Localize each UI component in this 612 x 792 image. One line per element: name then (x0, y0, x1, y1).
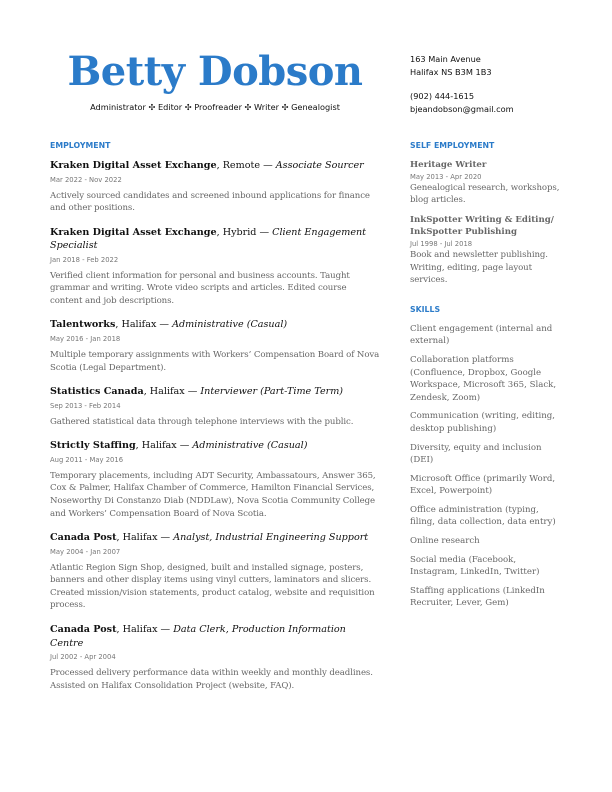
job-description: Actively sourced candidates and screened inbound applications for finance and other positions. (50, 190, 370, 214)
location: , Halifax — (116, 624, 174, 635)
self-employment-description: Book and newsletter publishing. Writing, editing, page layout services. (410, 249, 548, 286)
skill-item: Collaboration platforms (Confluence, Dropbox, Google Workspace, Microsoft 365, Slack, Zendesk, Zoom) (410, 354, 557, 403)
job-description: Verified client information for personal and business accounts. Taught grammar and writing. Wrote video scripts and articles. Edited course content and job descriptions. (50, 270, 350, 306)
job-heading (50, 531, 380, 545)
company: Canada Post (50, 532, 117, 544)
job-heading (50, 623, 380, 650)
self-employment-description: Genealogical research, workshops, blog articles. (410, 182, 560, 206)
section-heading: SKILLS (410, 304, 441, 314)
job-heading (50, 159, 380, 173)
job-dates: Mar 2022 - Nov 2022 (50, 175, 122, 184)
job-dates: May 2016 - Jan 2018 (50, 334, 121, 343)
self-employment-dates: May 2013 - Apr 2020 (410, 172, 482, 181)
job-title: Associate Sourcer (275, 160, 364, 171)
skill-item: Microsoft Office (primarily Word, Excel, Powerpoint) (410, 473, 556, 497)
job-heading (50, 318, 380, 332)
skill-item: Online research (410, 536, 480, 547)
self-employment-title: InkSpotter Writing & Editing/ InkSpotter Publishing (410, 214, 554, 238)
company: Kraken Digital Asset Exchange (50, 226, 217, 238)
job-dates: Jul 2002 - Apr 2004 (50, 653, 116, 661)
address-line-1: 163 Main Avenue (410, 54, 481, 64)
job-description: Multiple temporary assignments with Workers’ Compensation Board of Nova Scotia (Legal Department). (50, 349, 380, 373)
self-employment-title: Heritage Writer (410, 160, 487, 170)
company: Strictly Staffing (50, 440, 136, 452)
skill-item: Social media (Facebook, Instagram, LinkedIn, Twitter) (410, 554, 540, 578)
job-entry (50, 385, 380, 428)
skill-item: Office administration (typing, filing, data collection, data entry) (410, 504, 556, 528)
skill-item: Communication (writing, editing, desktop publishing) (410, 411, 556, 434)
job-entry (50, 439, 380, 520)
contact-info (410, 53, 514, 116)
job-title: Interviewer (Part-Time Term) (200, 386, 344, 398)
company: Talentworks (50, 319, 116, 331)
skill-item: Staffing applications (LinkedIn Recruiter, Lever, Gem) (410, 585, 545, 609)
location: , Halifax — (143, 386, 201, 398)
email[interactable]: bjeandobson@gmail.com (410, 104, 514, 114)
job-dates: Jan 2018 - Feb 2022 (50, 255, 119, 264)
self-employment-entry (410, 214, 560, 287)
job-dates: May 2004 - Jan 2007 (50, 547, 121, 556)
employment-section (50, 141, 380, 703)
job-dates: Sep 2013 - Feb 2014 (50, 401, 121, 410)
location: , Hybrid — (216, 226, 273, 238)
job-dates: Aug 2011 - May 2016 (50, 455, 124, 464)
job-title: Administrative (Casual) (192, 440, 308, 452)
job-description: Atlantic Region Sign Shop, designed, built and installed signage, posters, banners and other display items using vinyl cutters, laminators and slicers. Created mission/vision statements, product catalog, website and requisition process. (50, 562, 375, 611)
job-heading (50, 439, 380, 453)
phone: (902) 444-1615 (410, 91, 475, 101)
skill-item: Diversity, equity and inclusion (DEI) (410, 442, 542, 466)
job-entry (50, 318, 380, 374)
location: , Halifax — (135, 440, 193, 452)
tagline: Administrator ✣ Editor ✣ Proofreader ✣ Writer ✣ Genealogist (90, 102, 340, 112)
location: , Remote — (216, 160, 276, 171)
job-description: Processed delivery performance data within weekly and monthly deadlines. Assisted on Halifax Consolidation Project (website, FAQ). (50, 668, 373, 691)
company: Kraken Digital Asset Exchange (50, 160, 217, 171)
skill-item: Client engagement (internal and external) (410, 323, 553, 347)
company: Statistics Canada (50, 386, 144, 398)
job-description: Temporary placements, including ADT Security, Ambassatours, Answer 365, Cox & Palmer, Halifax Chamber of Commerce, Hamilton Financial Services, Noseworthy Di Constanzo Diab (NDDLaw), Nova Scotia Community College and Workers’ Compensation Board of Nova Scotia. (50, 470, 376, 519)
self-employment-dates: Jul 1998 - Jul 2018 (410, 239, 473, 248)
job-title: Data Clerk, Production Information Centre (50, 624, 346, 649)
self-employment-entry (410, 159, 560, 207)
job-title: Administrative (Casual) (172, 319, 288, 331)
candidate-name: Betty Dobson (67, 48, 363, 95)
job-description: Gathered statistical data through telephone interviews with the public. (50, 416, 354, 427)
company: Canada Post (50, 624, 117, 635)
job-heading (50, 226, 380, 253)
job-entry (50, 623, 380, 692)
job-title: Analyst, Industrial Engineering Support (173, 532, 369, 544)
job-heading (50, 385, 380, 399)
job-entry (50, 159, 380, 215)
address-line-2: Halifax NS B3M 1B3 (410, 67, 492, 77)
sidebar (410, 141, 560, 616)
section-heading: EMPLOYMENT (50, 141, 111, 150)
location: , Halifax — (116, 532, 174, 544)
job-entry (50, 531, 380, 612)
job-entry (50, 226, 380, 308)
location: , Halifax — (115, 319, 173, 331)
section-heading: SELF EMPLOYMENT (410, 141, 495, 150)
job-title: Client Engagement Specialist (50, 226, 367, 252)
